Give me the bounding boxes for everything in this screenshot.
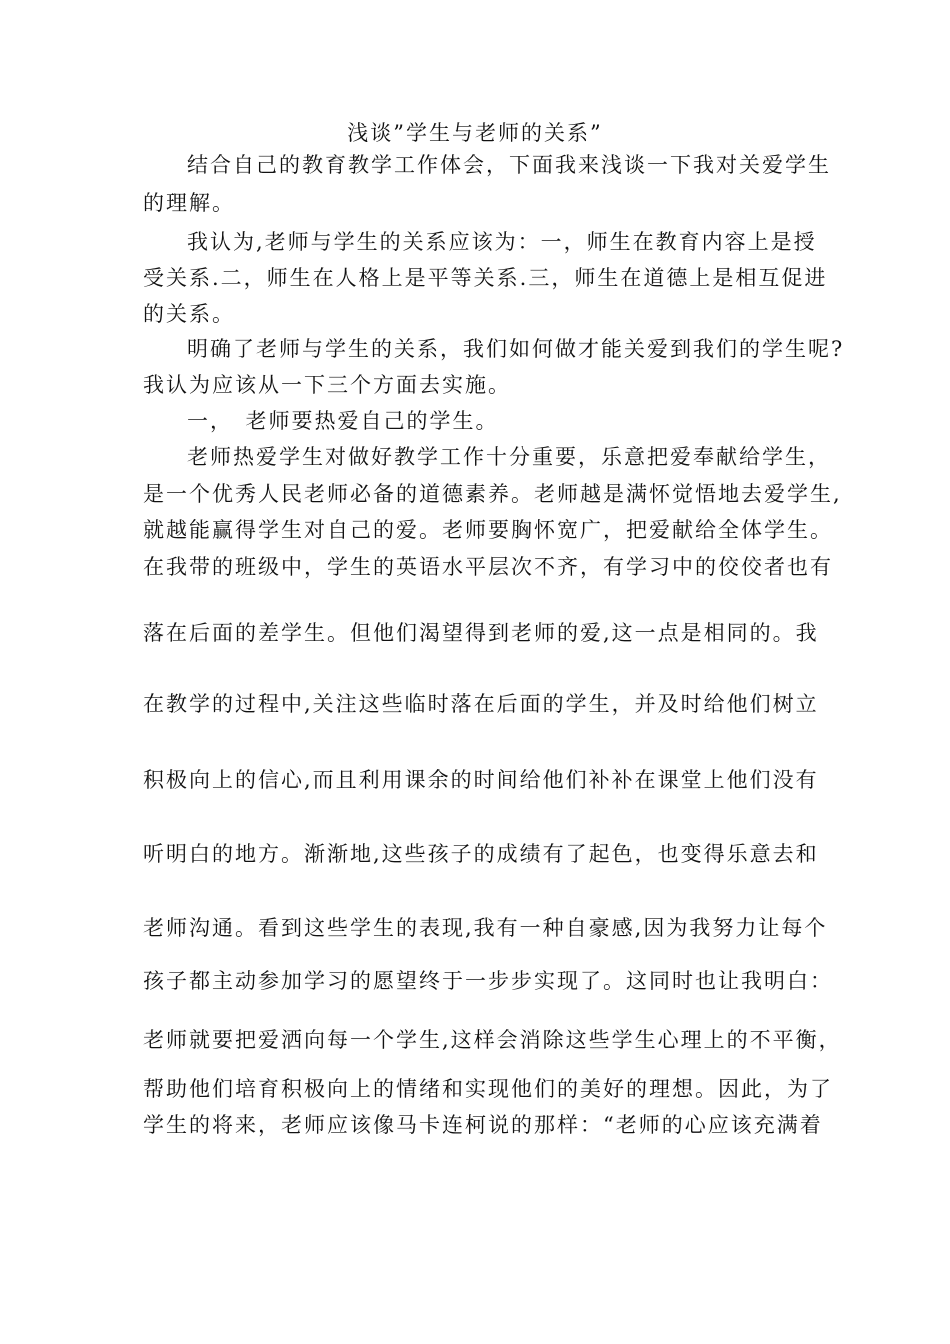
paragraph-line: 的理解。 [143,191,235,215]
paragraph-line: 是一个优秀人民老师必备的道德素养。老师越是满怀觉悟地去爱学生, [143,482,842,506]
paragraph-line: 受关系.二，师生在人格上是平等关系.三，师生在道德上是相互促进 [143,266,828,290]
paragraph-line: 学生的将来，老师应该像马卡连柯说的那样：“老师的心应该充满着 [143,1113,823,1137]
paragraph-line: 在我带的班级中，学生的英语水平层次不齐，有学习中的佼佼者也有 [143,555,833,579]
paragraph-line: 老师就要把爱洒向每一个学生,这样会消除这些学生心理上的不平衡， [143,1028,842,1052]
paragraph-line: 在教学的过程中,关注这些临时落在后面的学生，并及时给他们树立 [143,692,819,716]
paragraph-line: 落在后面的差学生。但他们渴望得到老师的爱,这一点是相同的。我 [143,621,819,645]
paragraph-line: 老师沟通。看到这些学生的表现,我有一种自豪感,因为我努力让每个 [143,916,828,940]
paragraph-line: 听明白的地方。渐渐地,这些孩子的成绩有了起色，也变得乐意去和 [143,842,819,866]
paragraph-line: 结合自己的教育教学工作体会，下面我来浅谈一下我对关爱学生 [187,153,831,177]
section-heading: 一， 老师要热爱自己的学生。 [187,409,499,433]
paragraph-line: 积极向上的信心,而且利用课余的时间给他们补补在课堂上他们没有 [143,768,819,792]
paragraph-line: 我认为应该从一下三个方面去实施。 [143,373,511,397]
paragraph-line: 明确了老师与学生的关系，我们如何做才能关爱到我们的学生呢? [187,337,845,361]
paragraph-line: 帮助他们培育积极向上的情绪和实现他们的美好的理想。因此，为了 [143,1077,833,1101]
document-title: 浅谈”学生与老师的关系” [347,121,603,145]
paragraph-line: 就越能赢得学生对自己的爱。老师要胸怀宽广，把爱献给全体学生。 [143,518,833,542]
paragraph-line: 孩子都主动参加学习的愿望终于一步步实现了。这同时也让我明白： [143,969,833,993]
paragraph-line: 我认为,老师与学生的关系应该为：一，师生在教育内容上是授 [187,230,817,254]
paragraph-line: 的关系。 [143,302,235,326]
paragraph-line: 老师热爱学生对做好教学工作十分重要，乐意把爱奉献给学生， [187,445,831,469]
